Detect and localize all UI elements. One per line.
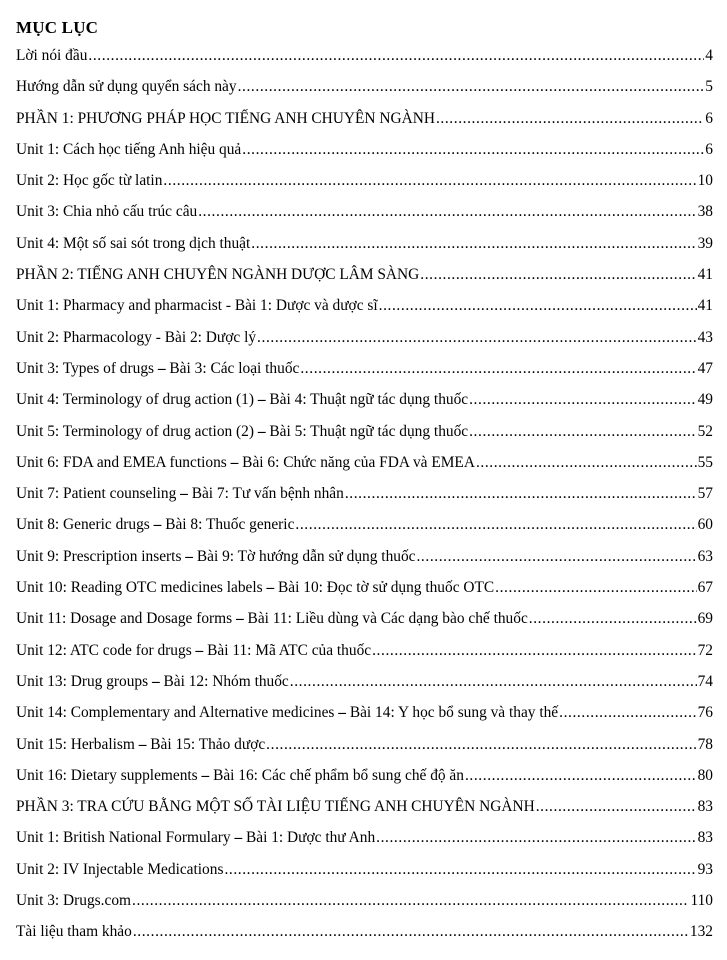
toc-entry-label-part: Bài 14: Y học bổ sung và thay thế — [345, 704, 559, 722]
toc-entry-label-part: Unit 5: Terminology of drug action (2) — [16, 422, 258, 440]
toc-page-number: 5 — [705, 78, 713, 96]
toc-page-number: 55 — [697, 453, 713, 471]
toc-entry-label-part: PHẦN 1: PHƯƠNG PHÁP HỌC TIẾNG ANH CHUYÊN NGÀNH — [16, 109, 435, 127]
toc-entry[interactable] — [16, 172, 713, 203]
toc-entry-label-part: Bài 5: Thuật ngữ tác dụng thuốc — [265, 422, 469, 440]
toc-dot-leader — [465, 767, 697, 785]
toc-entry-label — [16, 736, 265, 754]
toc-entry-label-part: – — [151, 672, 160, 690]
toc-page-number: 38 — [697, 203, 713, 221]
toc-page-number: 80 — [697, 766, 713, 784]
toc-entry-label-part: – — [195, 641, 204, 659]
toc-entry-label — [16, 579, 494, 597]
toc-entry-label-part: Unit 1: British National Formulary — [16, 829, 235, 847]
toc-entry-label — [16, 892, 131, 910]
table-of-contents — [16, 47, 713, 955]
toc-entry[interactable] — [16, 923, 713, 954]
toc-entry-label — [16, 704, 558, 722]
toc-entry-label — [16, 235, 250, 253]
toc-entry-label-part: Unit 14: Complementary and Alternative medicines — [16, 704, 339, 722]
toc-dot-leader — [436, 110, 704, 128]
toc-entry-label-part: – — [180, 485, 188, 503]
toc-entry-label-part: Bài 11: Liều dùng và Các dạng bào chế thuốc — [243, 610, 528, 628]
toc-entry-label-part: Unit 10: Reading OTC medicines labels — [16, 579, 267, 597]
toc-entry-label-part: Unit 1: Pharmacy and pharmacist - Bài 1: Dược và dược sĩ — [16, 297, 378, 315]
toc-entry-label — [16, 172, 162, 190]
toc-dot-leader — [251, 235, 696, 253]
toc-dot-leader — [300, 360, 696, 378]
toc-dot-leader — [266, 736, 696, 754]
toc-entry-label-part: Unit 2: Học gốc từ latin — [16, 172, 163, 190]
toc-entry-label-part: – — [236, 610, 244, 628]
toc-dot-leader — [133, 923, 689, 941]
toc-entry-label — [16, 610, 528, 628]
toc-entry[interactable] — [16, 203, 713, 234]
toc-entry[interactable] — [16, 235, 713, 266]
toc-entry-label — [16, 110, 435, 128]
toc-entry-label-part: Bài 8: Thuốc generic — [161, 516, 295, 534]
toc-dot-leader — [379, 297, 697, 315]
toc-entry-label-part: Unit 11: Dosage and Dosage forms — [16, 610, 236, 628]
toc-entry-label-part: – — [338, 704, 346, 722]
toc-page-number: 132 — [689, 923, 713, 941]
toc-entry[interactable] — [16, 297, 713, 328]
toc-entry-label-part: – — [266, 579, 275, 597]
toc-page-number: 6 — [705, 140, 713, 158]
toc-entry-label-part: Unit 12: ATC code for drugs — [16, 641, 196, 659]
toc-entry-label-part: Unit 16: Dietary supplements — [16, 766, 202, 784]
toc-dot-leader — [420, 266, 696, 284]
toc-entry-label — [16, 673, 289, 691]
toc-entry-label-part: – — [201, 766, 210, 784]
toc-entry-label-part: Bài 15: Thảo dược — [146, 735, 266, 753]
toc-entry-label-part: Unit 6: FDA and EMEA functions — [16, 453, 231, 471]
toc-page-number: 43 — [697, 328, 713, 346]
toc-entry[interactable] — [16, 516, 713, 547]
toc-dot-leader — [290, 673, 697, 691]
toc-entry-label-part: Unit 2: IV Injectable Medications — [16, 860, 224, 878]
toc-entry[interactable] — [16, 767, 713, 798]
toc-entry[interactable] — [16, 423, 713, 454]
toc-dot-leader — [372, 642, 697, 660]
toc-entry-label-part: – — [230, 453, 239, 471]
toc-entry-label-part: Bài 11: Mã ATC của thuốc — [203, 641, 372, 659]
toc-entry[interactable] — [16, 141, 713, 172]
toc-entry-label-part: Bài 16: Các chế phẩm bổ sung chế độ ăn — [209, 766, 464, 784]
toc-dot-leader — [469, 391, 697, 409]
toc-entry-label-part: Unit 1: Cách học tiếng Anh hiệu quả — [16, 140, 242, 158]
toc-entry-label — [16, 548, 415, 566]
toc-entry-label-part: Bài 10: Đọc tờ sử dụng thuốc OTC — [274, 579, 495, 597]
toc-entry-label-part: PHẦN 2: TIẾNG ANH CHUYÊN NGÀNH DƯỢC LÂM SÀNG — [16, 266, 420, 284]
toc-entry-label — [16, 391, 468, 409]
toc-dot-leader — [224, 861, 696, 879]
toc-page-number: 74 — [697, 672, 713, 690]
toc-entry[interactable] — [16, 110, 713, 141]
toc-entry-label-part: Hướng dẫn sử dụng quyển sách này — [16, 78, 237, 96]
toc-entry[interactable] — [16, 642, 713, 673]
toc-entry[interactable] — [16, 798, 713, 829]
toc-entry-label-part: Unit 7: Patient counseling — [16, 485, 181, 503]
toc-entry-label-part: – — [257, 422, 266, 440]
toc-page-number: 47 — [697, 359, 713, 377]
toc-entry-label — [16, 360, 299, 378]
toc-dot-leader — [476, 454, 697, 472]
toc-entry[interactable] — [16, 329, 713, 360]
toc-page-number: 41 — [697, 297, 713, 315]
toc-page-number: 72 — [697, 641, 713, 659]
toc-entry-label-part: Bài 12: Nhóm thuốc — [159, 672, 289, 690]
toc-entry-label-part: Bài 6: Chức năng của FDA và EMEA — [238, 453, 475, 471]
toc-entry-label — [16, 923, 132, 941]
toc-page-number: 57 — [697, 485, 713, 503]
toc-page-number: 52 — [697, 422, 713, 440]
toc-entry-label-part: Unit 4: Terminology of drug action (1) — [16, 391, 258, 409]
toc-dot-leader — [238, 78, 705, 96]
toc-entry-label-part: Unit 4: Một số sai sót trong dịch thuật — [16, 234, 251, 252]
toc-entry[interactable] — [16, 579, 713, 610]
toc-entry-label-part: Bài 9: Tờ hướng dẫn sử dụng thuốc — [193, 547, 416, 565]
toc-entry[interactable] — [16, 47, 713, 78]
toc-entry-label-part: Unit 13: Drug groups — [16, 672, 152, 690]
toc-entry[interactable] — [16, 78, 713, 109]
toc-dot-leader — [198, 203, 696, 221]
toc-dot-leader — [295, 516, 696, 534]
toc-page-number: 41 — [697, 266, 713, 284]
toc-entry-label-part: Unit 3: Types of drugs — [16, 359, 158, 377]
toc-page-number: 83 — [697, 798, 713, 816]
toc-dot-leader — [163, 172, 696, 190]
toc-entry-label-part: – — [234, 829, 243, 847]
toc-entry-label — [16, 329, 256, 347]
toc-entry[interactable] — [16, 673, 713, 704]
toc-entry-label — [16, 516, 294, 534]
toc-entry[interactable] — [16, 266, 713, 297]
toc-entry-label-part: – — [153, 516, 162, 534]
toc-entry[interactable] — [16, 736, 713, 767]
toc-entry-label — [16, 829, 375, 847]
toc-dot-leader — [529, 610, 697, 628]
toc-page-number: 69 — [697, 610, 713, 628]
toc-page-number: 93 — [697, 860, 713, 878]
toc-entry-label — [16, 642, 371, 660]
toc-entry-label — [16, 798, 535, 816]
toc-dot-leader — [257, 329, 697, 347]
toc-entry-label — [16, 78, 237, 96]
toc-entry[interactable] — [16, 454, 713, 485]
toc-entry[interactable] — [16, 829, 713, 860]
toc-page-number: 60 — [697, 516, 713, 534]
toc-page-number: 67 — [697, 579, 713, 597]
toc-entry-label-part: Lời nói đầu — [16, 47, 88, 64]
toc-dot-leader — [242, 141, 704, 159]
toc-entry-label — [16, 861, 223, 879]
toc-dot-leader — [559, 704, 696, 722]
toc-dot-leader — [88, 47, 704, 65]
toc-page-number: 39 — [697, 234, 713, 252]
toc-entry-label-part: Unit 3: Chia nhỏ cấu trúc câu — [16, 203, 198, 221]
toc-entry[interactable] — [16, 892, 713, 923]
toc-entry[interactable] — [16, 704, 713, 735]
toc-entry-label-part: Bài 4: Thuật ngữ tác dụng thuốc — [265, 391, 469, 409]
toc-entry-label — [16, 297, 378, 315]
toc-page-number: 78 — [697, 735, 713, 753]
toc-dot-leader — [416, 548, 696, 566]
toc-entry-label-part: Bài 1: Dược thư Anh — [242, 829, 376, 847]
toc-title: MỤC LỤC — [16, 18, 99, 37]
toc-entry-label-part: – — [185, 547, 193, 565]
toc-page-number: 6 — [705, 109, 713, 127]
toc-page-number: 76 — [697, 704, 713, 722]
toc-dot-leader — [495, 579, 696, 597]
toc-dot-leader — [345, 485, 697, 503]
toc-entry-label-part: Unit 2: Pharmacology - Bài 2: Dược lý — [16, 328, 257, 346]
toc-entry-label-part: Bài 7: Tư vấn bệnh nhân — [187, 485, 344, 503]
toc-page-number: 83 — [697, 829, 713, 847]
toc-entry-label — [16, 203, 197, 221]
toc-entry-label — [16, 47, 87, 65]
toc-entry[interactable] — [16, 485, 713, 516]
toc-entry-label-part: – — [138, 735, 147, 753]
toc-entry-label-part: Unit 9: Prescription inserts — [16, 547, 186, 565]
toc-entry-label-part: Bài 3: Các loại thuốc — [165, 359, 300, 377]
toc-entry-label-part: Unit 15: Herbalism — [16, 735, 139, 753]
toc-entry[interactable] — [16, 548, 713, 579]
toc-page-number: 110 — [690, 892, 713, 910]
toc-entry-label — [16, 266, 419, 284]
toc-entry-label-part: – — [257, 391, 266, 409]
toc-entry-label — [16, 141, 241, 159]
toc-entry-label — [16, 454, 475, 472]
toc-page-number: 49 — [697, 391, 713, 409]
toc-dot-leader — [469, 423, 697, 441]
toc-entry-label-part: Unit 8: Generic drugs — [16, 516, 154, 534]
toc-entry[interactable] — [16, 360, 713, 391]
toc-entry[interactable] — [16, 861, 713, 892]
toc-page-number: 4 — [705, 47, 713, 64]
toc-page-number: 63 — [697, 547, 713, 565]
toc-entry-label-part: PHẦN 3: TRA CỨU BẰNG MỘT SỐ TÀI LIỆU TIẾNG ANH CHUYÊN NGÀNH — [16, 798, 535, 816]
toc-entry-label — [16, 485, 344, 503]
toc-entry-label-part: – — [157, 359, 166, 377]
toc-page-number: 10 — [697, 172, 713, 190]
toc-dot-leader — [536, 798, 697, 816]
toc-entry[interactable] — [16, 610, 713, 641]
toc-entry-label-part: Tài liệu tham khảo — [16, 923, 132, 941]
toc-entry-label-part: Unit 3: Drugs.com — [16, 892, 131, 910]
toc-dot-leader — [376, 829, 696, 847]
toc-entry-label — [16, 423, 468, 441]
toc-entry[interactable] — [16, 391, 713, 422]
toc-dot-leader — [132, 892, 689, 910]
toc-entry-label — [16, 767, 464, 785]
